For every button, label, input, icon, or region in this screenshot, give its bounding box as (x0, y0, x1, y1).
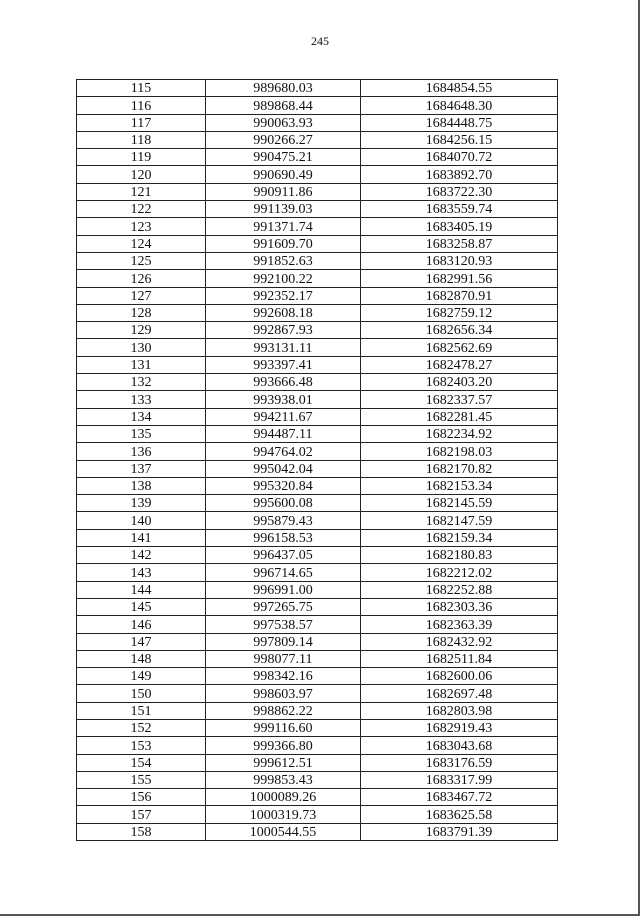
x-coordinate-cell: 996437.05 (206, 547, 361, 564)
table-row (77, 391, 558, 408)
table-row (77, 702, 558, 719)
point-number-cell: 153 (77, 737, 206, 754)
table-row (77, 443, 558, 460)
point-number-cell: 139 (77, 495, 206, 512)
point-number-cell: 145 (77, 598, 206, 615)
x-coordinate-cell: 995320.84 (206, 477, 361, 494)
y-coordinate-cell: 1682170.82 (361, 460, 558, 477)
y-coordinate-cell: 1683317.99 (361, 771, 558, 788)
point-number-cell: 118 (77, 131, 206, 148)
x-coordinate-cell: 990475.21 (206, 149, 361, 166)
x-coordinate-cell: 998077.11 (206, 650, 361, 667)
table-row (77, 477, 558, 494)
y-coordinate-cell: 1684854.55 (361, 80, 558, 97)
x-coordinate-cell: 1000089.26 (206, 789, 361, 806)
coordinates-table (76, 79, 558, 841)
y-coordinate-cell: 1682180.83 (361, 547, 558, 564)
x-coordinate-cell: 993397.41 (206, 356, 361, 373)
table-row (77, 80, 558, 97)
y-coordinate-cell: 1682252.88 (361, 581, 558, 598)
point-number-cell: 132 (77, 374, 206, 391)
y-coordinate-cell: 1683467.72 (361, 789, 558, 806)
y-coordinate-cell: 1682656.34 (361, 322, 558, 339)
y-coordinate-cell: 1684256.15 (361, 131, 558, 148)
x-coordinate-cell: 999612.51 (206, 754, 361, 771)
x-coordinate-cell: 991609.70 (206, 235, 361, 252)
point-number-cell: 126 (77, 270, 206, 287)
y-coordinate-cell: 1682478.27 (361, 356, 558, 373)
point-number-cell: 140 (77, 512, 206, 529)
x-coordinate-cell: 998862.22 (206, 702, 361, 719)
x-coordinate-cell: 993131.11 (206, 339, 361, 356)
point-number-cell: 117 (77, 114, 206, 131)
x-coordinate-cell: 1000544.55 (206, 823, 361, 840)
x-coordinate-cell: 995042.04 (206, 460, 361, 477)
table-row (77, 719, 558, 736)
x-coordinate-cell: 994764.02 (206, 443, 361, 460)
y-coordinate-cell: 1684448.75 (361, 114, 558, 131)
y-coordinate-cell: 1682159.34 (361, 529, 558, 546)
point-number-cell: 143 (77, 564, 206, 581)
table-row (77, 771, 558, 788)
y-coordinate-cell: 1682432.92 (361, 633, 558, 650)
table-row (77, 495, 558, 512)
point-number-cell: 136 (77, 443, 206, 460)
y-coordinate-cell: 1682212.02 (361, 564, 558, 581)
table-row (77, 356, 558, 373)
table-row (77, 425, 558, 442)
table-row (77, 166, 558, 183)
y-coordinate-cell: 1682759.12 (361, 304, 558, 321)
table-row (77, 201, 558, 218)
x-coordinate-cell: 990063.93 (206, 114, 361, 131)
x-coordinate-cell: 991852.63 (206, 252, 361, 269)
table-row (77, 633, 558, 650)
x-coordinate-cell: 996158.53 (206, 529, 361, 546)
point-number-cell: 122 (77, 201, 206, 218)
x-coordinate-cell: 1000319.73 (206, 806, 361, 823)
x-coordinate-cell: 994211.67 (206, 408, 361, 425)
point-number-cell: 124 (77, 235, 206, 252)
y-coordinate-cell: 1682870.91 (361, 287, 558, 304)
x-coordinate-cell: 995879.43 (206, 512, 361, 529)
y-coordinate-cell: 1683722.30 (361, 183, 558, 200)
point-number-cell: 138 (77, 477, 206, 494)
y-coordinate-cell: 1684070.72 (361, 149, 558, 166)
y-coordinate-cell: 1683559.74 (361, 201, 558, 218)
point-number-cell: 142 (77, 547, 206, 564)
point-number-cell: 152 (77, 719, 206, 736)
x-coordinate-cell: 998342.16 (206, 668, 361, 685)
table-row (77, 322, 558, 339)
table-row (77, 650, 558, 667)
y-coordinate-cell: 1682153.34 (361, 477, 558, 494)
y-coordinate-cell: 1682919.43 (361, 719, 558, 736)
x-coordinate-cell: 990266.27 (206, 131, 361, 148)
page-number: 245 (311, 34, 329, 48)
x-coordinate-cell: 992867.93 (206, 322, 361, 339)
point-number-cell: 135 (77, 425, 206, 442)
y-coordinate-cell: 1683120.93 (361, 252, 558, 269)
point-number-cell: 148 (77, 650, 206, 667)
y-coordinate-cell: 1683043.68 (361, 737, 558, 754)
y-coordinate-cell: 1684648.30 (361, 97, 558, 114)
y-coordinate-cell: 1682697.48 (361, 685, 558, 702)
x-coordinate-cell: 995600.08 (206, 495, 361, 512)
x-coordinate-cell: 991139.03 (206, 201, 361, 218)
point-number-cell: 144 (77, 581, 206, 598)
point-number-cell: 149 (77, 668, 206, 685)
table-row (77, 339, 558, 356)
point-number-cell: 134 (77, 408, 206, 425)
table-row (77, 97, 558, 114)
table-row (77, 131, 558, 148)
y-coordinate-cell: 1682281.45 (361, 408, 558, 425)
point-number-cell: 125 (77, 252, 206, 269)
y-coordinate-cell: 1683791.39 (361, 823, 558, 840)
x-coordinate-cell: 993938.01 (206, 391, 361, 408)
y-coordinate-cell: 1682403.20 (361, 374, 558, 391)
point-number-cell: 127 (77, 287, 206, 304)
y-coordinate-cell: 1682147.59 (361, 512, 558, 529)
x-coordinate-cell: 990690.49 (206, 166, 361, 183)
table-row (77, 460, 558, 477)
table-row (77, 806, 558, 823)
x-coordinate-cell: 992100.22 (206, 270, 361, 287)
table-row (77, 789, 558, 806)
point-number-cell: 141 (77, 529, 206, 546)
y-coordinate-cell: 1683892.70 (361, 166, 558, 183)
x-coordinate-cell: 996991.00 (206, 581, 361, 598)
point-number-cell: 129 (77, 322, 206, 339)
x-coordinate-cell: 992608.18 (206, 304, 361, 321)
y-coordinate-cell: 1682600.06 (361, 668, 558, 685)
x-coordinate-cell: 999853.43 (206, 771, 361, 788)
table-row (77, 374, 558, 391)
table-row (77, 270, 558, 287)
table-row (77, 685, 558, 702)
y-coordinate-cell: 1682562.69 (361, 339, 558, 356)
table-row (77, 183, 558, 200)
table-row (77, 737, 558, 754)
point-number-cell: 151 (77, 702, 206, 719)
point-number-cell: 156 (77, 789, 206, 806)
point-number-cell: 131 (77, 356, 206, 373)
y-coordinate-cell: 1683625.58 (361, 806, 558, 823)
y-coordinate-cell: 1683258.87 (361, 235, 558, 252)
x-coordinate-cell: 998603.97 (206, 685, 361, 702)
point-number-cell: 147 (77, 633, 206, 650)
table-row (77, 547, 558, 564)
table-row (77, 149, 558, 166)
table-row (77, 564, 558, 581)
point-number-cell: 154 (77, 754, 206, 771)
x-coordinate-cell: 991371.74 (206, 218, 361, 235)
table-row (77, 616, 558, 633)
y-coordinate-cell: 1682145.59 (361, 495, 558, 512)
point-number-cell: 128 (77, 304, 206, 321)
y-coordinate-cell: 1682991.56 (361, 270, 558, 287)
table-row (77, 581, 558, 598)
table-row (77, 668, 558, 685)
point-number-cell: 133 (77, 391, 206, 408)
x-coordinate-cell: 999116.60 (206, 719, 361, 736)
x-coordinate-cell: 989680.03 (206, 80, 361, 97)
x-coordinate-cell: 997809.14 (206, 633, 361, 650)
table-row (77, 114, 558, 131)
point-number-cell: 150 (77, 685, 206, 702)
point-number-cell: 121 (77, 183, 206, 200)
point-number-cell: 137 (77, 460, 206, 477)
x-coordinate-cell: 989868.44 (206, 97, 361, 114)
y-coordinate-cell: 1683176.59 (361, 754, 558, 771)
x-coordinate-cell: 993666.48 (206, 374, 361, 391)
table-row (77, 218, 558, 235)
y-coordinate-cell: 1682337.57 (361, 391, 558, 408)
coordinates-table-body (77, 80, 558, 841)
table-row (77, 823, 558, 840)
table-row (77, 754, 558, 771)
table-row (77, 252, 558, 269)
table-row (77, 287, 558, 304)
y-coordinate-cell: 1683405.19 (361, 218, 558, 235)
point-number-cell: 155 (77, 771, 206, 788)
x-coordinate-cell: 997265.75 (206, 598, 361, 615)
x-coordinate-cell: 990911.86 (206, 183, 361, 200)
point-number-cell: 157 (77, 806, 206, 823)
table-row (77, 598, 558, 615)
point-number-cell: 146 (77, 616, 206, 633)
y-coordinate-cell: 1682303.36 (361, 598, 558, 615)
y-coordinate-cell: 1682198.03 (361, 443, 558, 460)
x-coordinate-cell: 996714.65 (206, 564, 361, 581)
table-row (77, 304, 558, 321)
x-coordinate-cell: 994487.11 (206, 425, 361, 442)
x-coordinate-cell: 999366.80 (206, 737, 361, 754)
point-number-cell: 120 (77, 166, 206, 183)
point-number-cell: 123 (77, 218, 206, 235)
x-coordinate-cell: 997538.57 (206, 616, 361, 633)
y-coordinate-cell: 1682511.84 (361, 650, 558, 667)
point-number-cell: 158 (77, 823, 206, 840)
table-row (77, 408, 558, 425)
x-coordinate-cell: 992352.17 (206, 287, 361, 304)
point-number-cell: 115 (77, 80, 206, 97)
table-row (77, 512, 558, 529)
y-coordinate-cell: 1682803.98 (361, 702, 558, 719)
y-coordinate-cell: 1682234.92 (361, 425, 558, 442)
y-coordinate-cell: 1682363.39 (361, 616, 558, 633)
table-row (77, 235, 558, 252)
point-number-cell: 116 (77, 97, 206, 114)
point-number-cell: 130 (77, 339, 206, 356)
table-row (77, 529, 558, 546)
point-number-cell: 119 (77, 149, 206, 166)
